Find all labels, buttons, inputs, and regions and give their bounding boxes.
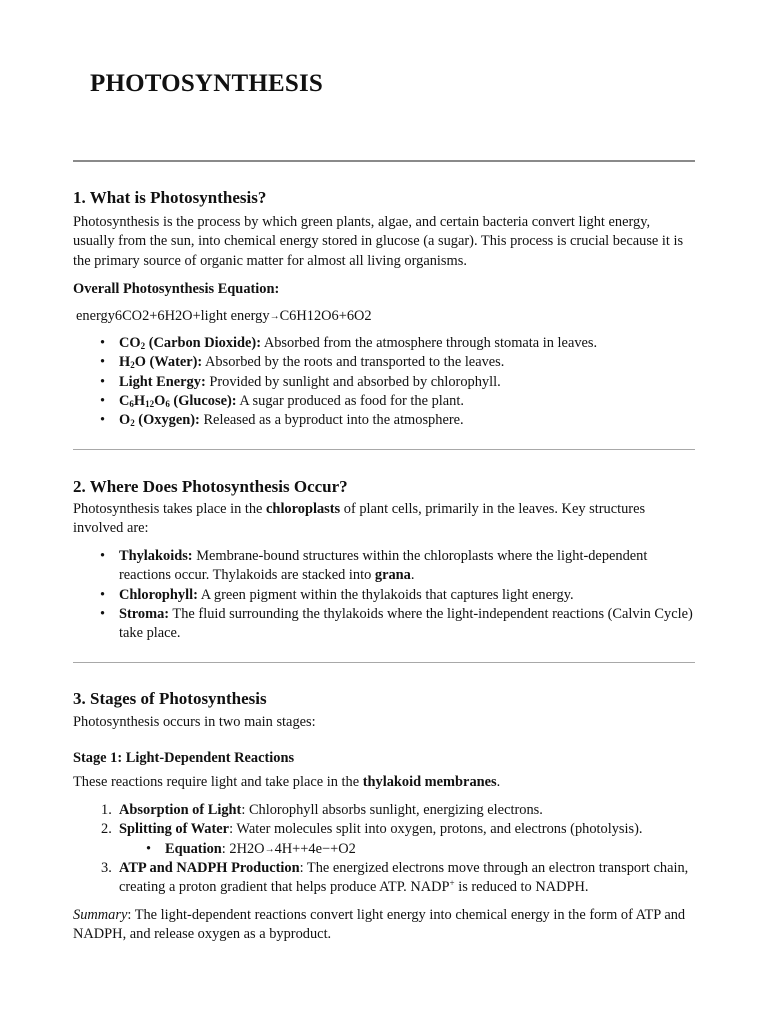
page-title: PHOTOSYNTHESIS [90,70,323,97]
reaction-arrow: → [264,843,275,855]
stage-1-paragraph: These reactions require light and take place in the thylakoid membranes. [73,774,501,790]
stage-1-steps [73,801,695,897]
list-item: • Stroma: The fluid surrounding the thylakoids where the light-independent reactions (Calvin Cycle) take place. [73,605,695,644]
equation-components-list [73,334,695,430]
section-3-intro: Photosynthesis occurs in two main stages: [73,714,316,730]
equation-products: C6H12O6+6O2 [279,308,372,324]
list-item: 3. ATP and NADPH Production: The energized electrons move through an electron transport chain, creating a proton gradient that helps produce ATP. NADP+ is reduced to NADPH. [101,859,689,896]
divider [73,662,695,663]
list-item: 2. Splitting of Water: Water molecules split into oxygen, protons, and electrons (photolysis). • Equation: 2H2O→4H++4e−+O2 [73,820,695,859]
list-item: 1. Absorption of Light: Chlorophyll absorbs sunlight, energizing electrons. [101,802,543,818]
stage-1-summary: Summary: The light-dependent reactions convert light energy into chemical energy in the form of ATP and NADPH, and release oxygen as a byproduct. [73,907,686,943]
stage-1-heading: Stage 1: Light-Dependent Reactions [73,750,295,766]
overall-equation [76,307,698,326]
list-item: • Thylakoids: Membrane-bound structures within the chloroplasts where the light-dependent reactions occur. Thylakoids are stacked into grana. [73,547,695,586]
section-2-heading: 2. Where Does Photosynthesis Occur? [73,477,348,496]
equation-label: Overall Photosynthesis Equation: [73,281,280,297]
reaction-arrow: → [269,311,280,322]
section-3-heading: 3. Stages of Photosynthesis [73,689,267,708]
divider [73,449,695,450]
section-1-heading: 1. What is Photosynthesis? [73,188,267,207]
list-item: • $CO_2$ (Carbon Dioxide): Absorbed from the atmosphere through stomata in leaves. [73,334,695,353]
equation-sub-item: • Equation: 2H2O→4H++4e−+O2 [73,840,695,859]
list-item: • Light Energy: Provided by sunlight and absorbed by chlorophyll. [73,373,695,392]
list-item: • $O_2$ (Oxygen): Released as a byproduct into the atmosphere. [73,411,695,430]
list-item: • $H_2O$ (Water): Absorbed by the roots and transported to the leaves. [73,353,695,372]
structures-list [73,547,695,643]
section-1-paragraph: Photosynthesis is the process by which green plants, algae, and certain bacteria convert light energy, usually from the sun, into chemical energy stored in glucose (a sugar). This process is crucial because it is the primary source of organic matter for almost all living organisms. [73,214,684,269]
equation-reactants: energy6CO2+6H2O+light energy [76,308,270,324]
section-2-paragraph: Photosynthesis takes place in the chloroplasts of plant cells, primarily in the leaves. Key structures involved are: [73,501,646,537]
list-item: • Chlorophyll: A green pigment within the thylakoids that captures light energy. [73,586,695,605]
divider [73,160,695,162]
list-item: • $C_6H_{12}O_6$ (Glucose): A sugar produced as food for the plant. [73,392,695,411]
